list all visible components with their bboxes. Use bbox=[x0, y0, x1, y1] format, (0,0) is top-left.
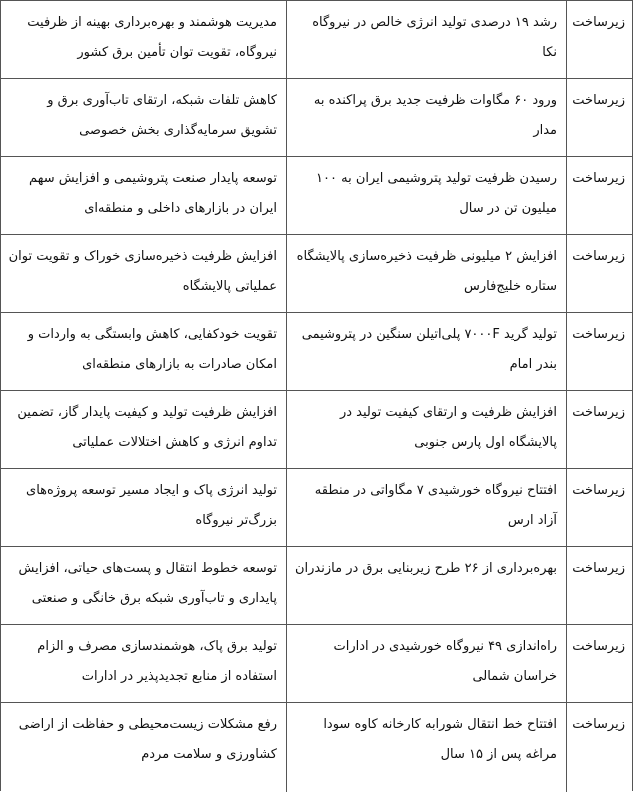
type-cell: زیرساخت bbox=[566, 469, 633, 546]
goal-cell: افزایش ظرفیت ذخیره‌سازی خوراک و تقویت توان عملیاتی پالایشگاه bbox=[8, 249, 277, 294]
table-row bbox=[0, 547, 633, 625]
table-row bbox=[0, 391, 633, 469]
goal-cell: افزایش ظرفیت تولید و کیفیت پایدار گاز، تضمین تداوم انرژی و کاهش اختلالات عملیاتی bbox=[17, 405, 277, 450]
project-cell: تولید گرید ۷۰۰۰F پلی‌اتیلن سنگین در پتروشیمی بندر امام bbox=[286, 313, 566, 390]
table-row bbox=[0, 703, 633, 792]
project-cell: افزایش ۲ میلیونی ظرفیت ذخیره‌سازی پالایشگاه ستاره خلیج‌فارس bbox=[286, 235, 566, 312]
goal-cell: رفع مشکلات زیست‌محیطی و حفاظت از اراضی کشاورزی و سلامت مردم bbox=[18, 717, 277, 762]
table-row bbox=[0, 469, 633, 547]
table-row bbox=[0, 235, 633, 313]
project-cell: بهره‌برداری از ۲۶ طرح زیربنایی برق در مازندران bbox=[286, 547, 566, 624]
type-cell: زیرساخت bbox=[566, 625, 633, 702]
type-cell: زیرساخت bbox=[566, 235, 633, 312]
type-cell: زیرساخت bbox=[566, 313, 633, 390]
table-row bbox=[0, 79, 633, 157]
goal-cell: تقویت خودکفایی، کاهش وابستگی به واردات و امکان صادرات به بازارهای منطقه‌ای bbox=[27, 327, 277, 372]
project-cell: ورود ۶۰ مگاوات ظرفیت جدید برق پراکنده به مدار bbox=[286, 79, 566, 156]
type-cell: زیرساخت bbox=[566, 1, 633, 78]
goal-cell: تولید انرژی پاک و ایجاد مسیر توسعه پروژه‌های بزرگ‌تر نیروگاه bbox=[26, 483, 277, 528]
table-row bbox=[0, 157, 633, 235]
project-cell: رشد ۱۹ درصدی تولید انرژی خالص در نیروگاه نکا bbox=[286, 1, 566, 78]
type-cell: زیرساخت bbox=[566, 79, 633, 156]
project-cell: افزایش ظرفیت و ارتقای کیفیت تولید در پالایشگاه اول پارس جنوبی bbox=[286, 391, 566, 468]
goal-cell: توسعه پایدار صنعت پتروشیمی و افزایش سهم ایران در بازارهای داخلی و منطقه‌ای bbox=[29, 171, 277, 216]
goal-cell: مدیریت هوشمند و بهره‌برداری بهینه از ظرفیت نیروگاه، تقویت توان تأمین برق کشور bbox=[27, 15, 277, 60]
project-cell: افتتاح خط انتقال شورابه کارخانه کاوه سودا مراغه پس از ۱۵ سال bbox=[286, 703, 566, 792]
type-cell: زیرساخت bbox=[566, 703, 633, 792]
project-cell: افتتاح نیروگاه خورشیدی ۷ مگاواتی در منطقه آزاد ارس bbox=[286, 469, 566, 546]
goal-cell: تولید برق پاک، هوشمندسازی مصرف و الزام استفاده از منابع تجدیدپذیر در ادارات bbox=[37, 639, 277, 684]
project-cell: راه‌اندازی ۴۹ نیروگاه خورشیدی در ادارات خراسان شمالی bbox=[286, 625, 566, 702]
table-row bbox=[0, 625, 633, 703]
type-cell: زیرساخت bbox=[566, 547, 633, 624]
project-cell: رسیدن ظرفیت تولید پتروشیمی ایران به ۱۰۰ میلیون تن در سال bbox=[286, 157, 566, 234]
goal-cell: توسعه خطوط انتقال و پست‌های حیاتی، افزایش پایداری و تاب‌آوری شبکه برق خانگی و صنعتی bbox=[18, 561, 277, 606]
type-cell: زیرساخت bbox=[566, 157, 633, 234]
type-cell: زیرساخت bbox=[566, 391, 633, 468]
table-row bbox=[0, 1, 633, 79]
goal-cell: کاهش تلفات شبکه، ارتقای تاب‌آوری برق و تشویق سرمایه‌گذاری بخش خصوصی bbox=[47, 93, 277, 138]
table-left-border bbox=[0, 1, 1, 791]
table-row bbox=[0, 313, 633, 391]
